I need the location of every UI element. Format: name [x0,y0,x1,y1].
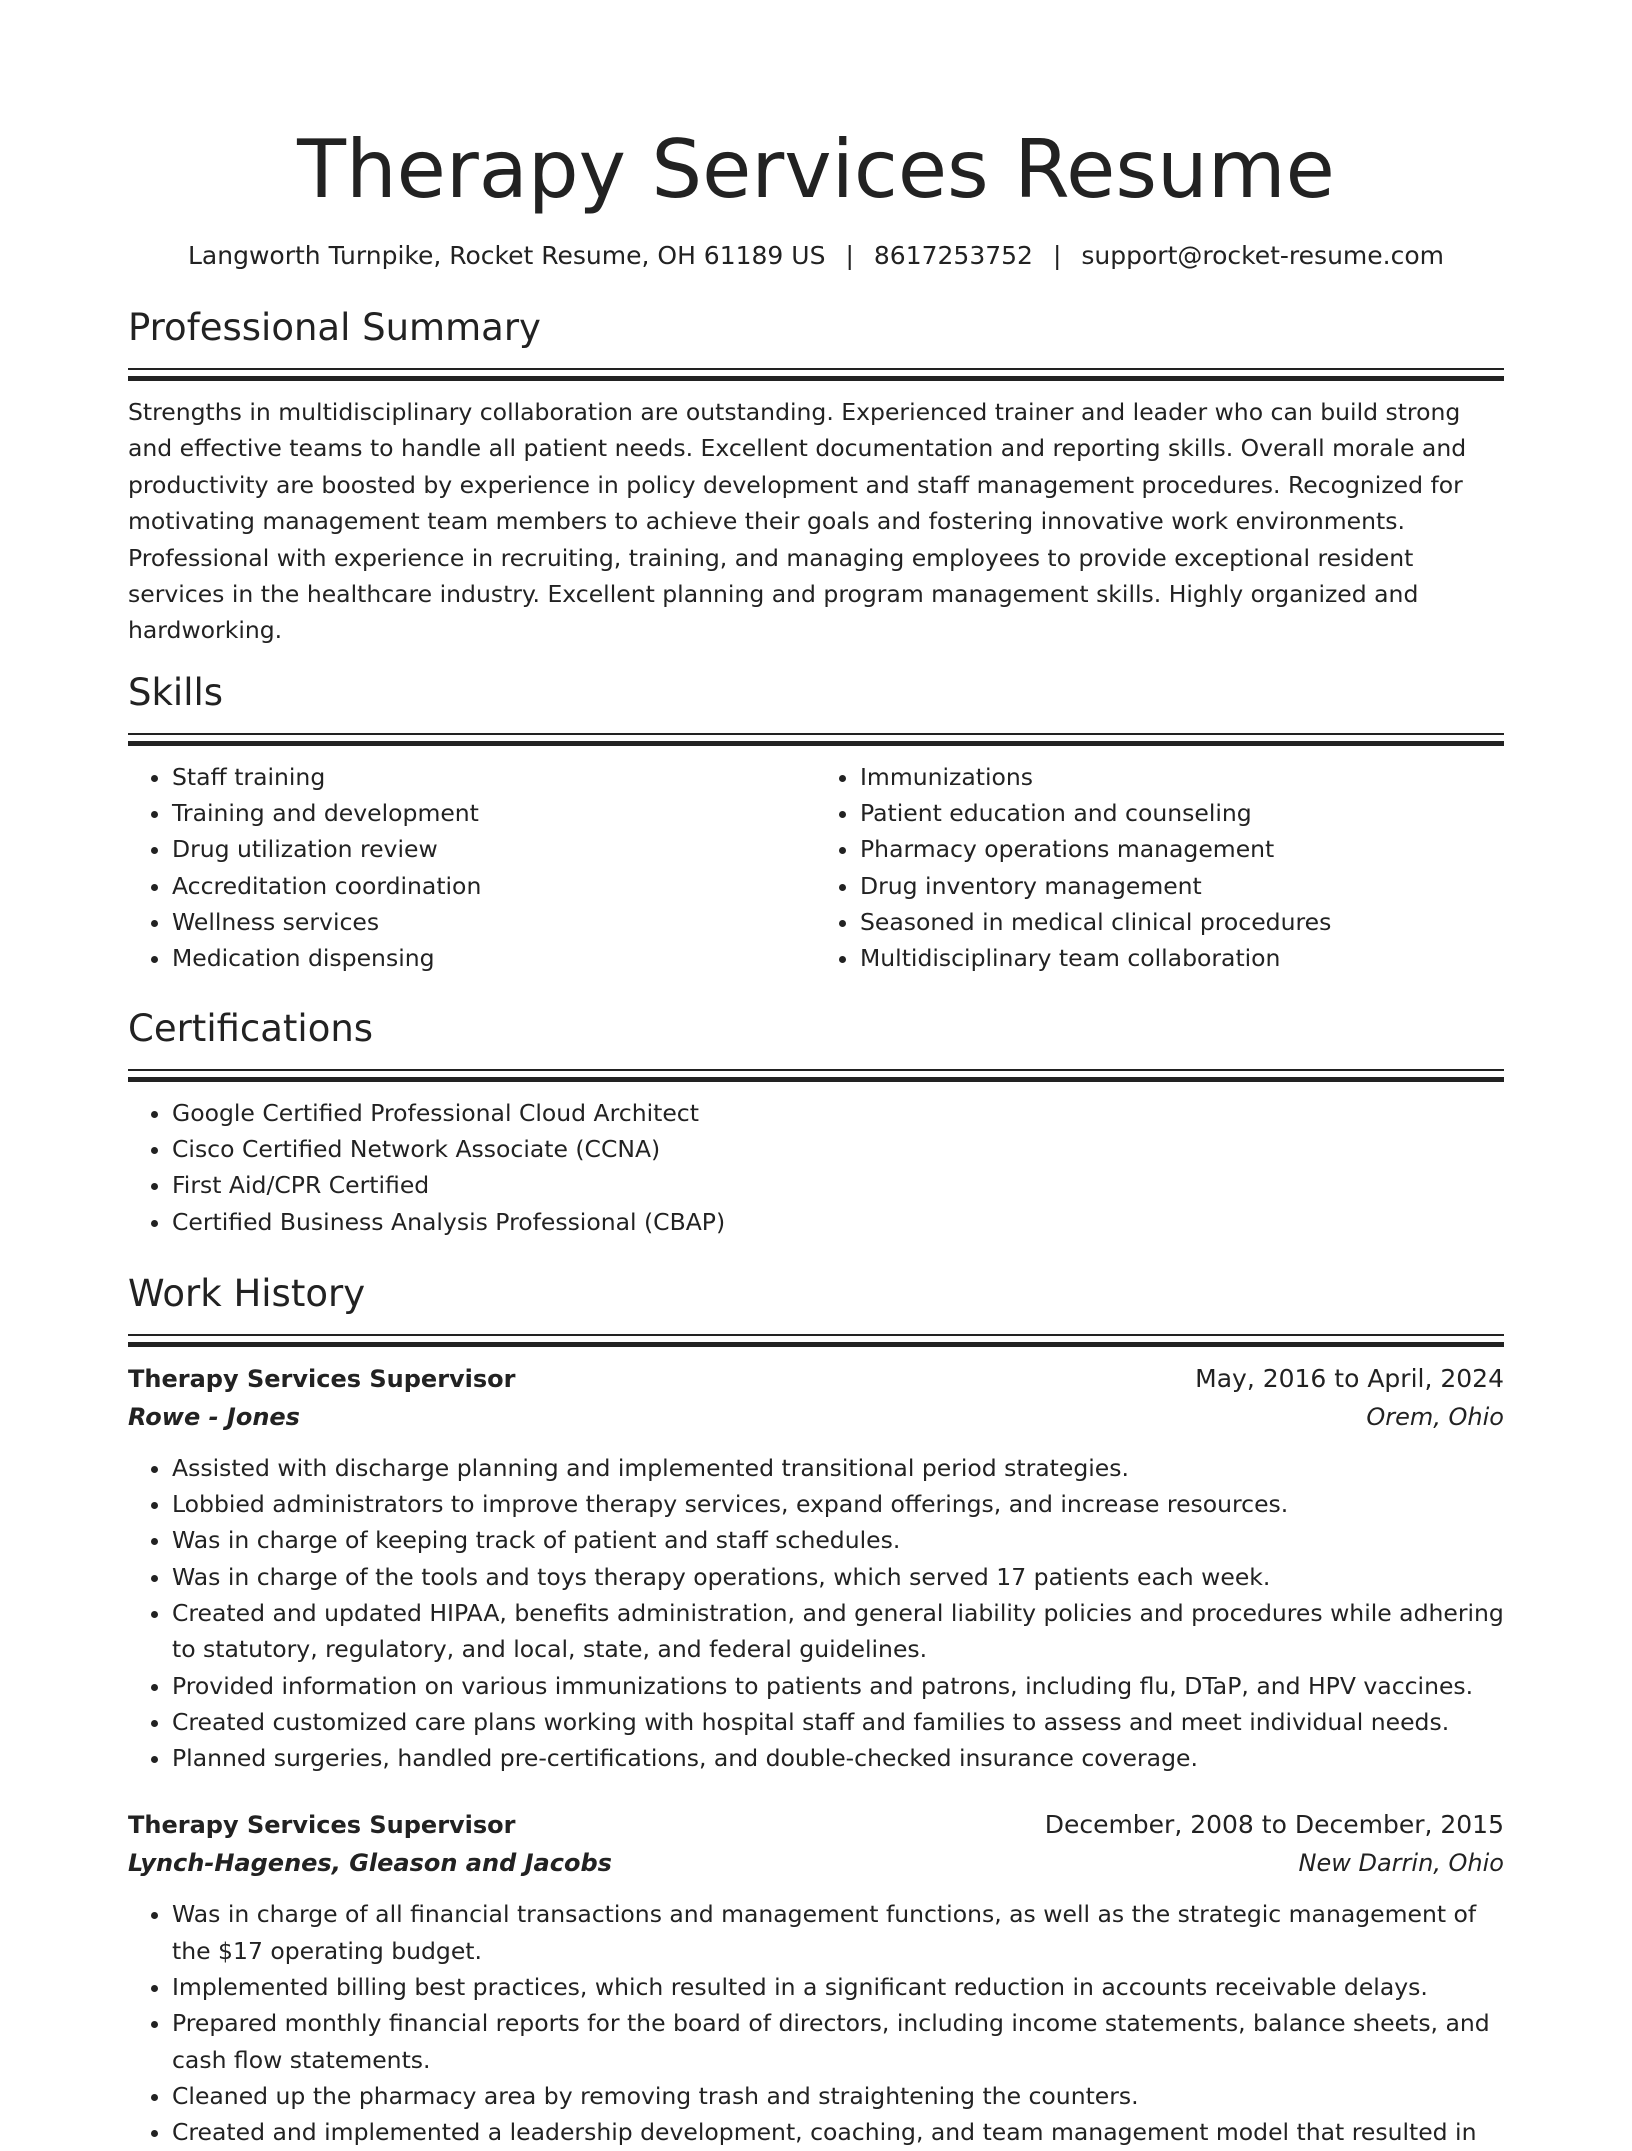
certification-item: • Cisco Certified Network Associate (CCNA) [172,1131,1504,1167]
contact-separator: | [1052,241,1062,270]
job-location: New Darrin, Ohio [1298,1849,1504,1878]
job-bullet: • Was in charge of all financial transactions and management functions, as well as the strategic management of the $17 operating budget. [172,1896,1504,1969]
job-entry [128,1806,1504,2150]
job-bullets [128,1896,1504,2150]
skill-item: • Immunizations [860,759,1504,795]
section-divider [128,733,1504,749]
job-bullet: • Created and updated HIPAA, benefits administration, and general liability policies and procedures while adhering to statutory, regulatory, and local, state, and federal guidelines. [172,1595,1504,1668]
job-bullet: • Created and implemented a leadership development, coaching, and team management model that resulted in [172,2114,1504,2150]
work-history-heading: Work History [128,1271,366,1315]
job-bullets [128,1450,1504,1777]
section-divider [128,1334,1504,1350]
skill-item: • Accreditation coordination [172,868,816,904]
skills-list-right [816,759,1504,977]
certifications-heading: Certifications [128,1006,374,1050]
job-bullet: • Cleaned up the pharmacy area by removing trash and straightening the counters. [172,2078,1504,2114]
job-bullet: • Was in charge of the tools and toys therapy operations, which served 17 patients each week. [172,1559,1504,1595]
skill-item: • Drug utilization review [172,831,816,867]
skill-item: • Seasoned in medical clinical procedures [860,904,1504,940]
skill-item: • Staff training [172,759,816,795]
job-bullet: • Planned surgeries, handled pre-certifications, and double-checked insurance coverage. [172,1740,1504,1776]
skill-item: • Patient education and counseling [860,795,1504,831]
summary-text: Strengths in multidisciplinary collaboration are outstanding. Experienced trainer and leader who can build strong and effective teams to handle all patient needs. Excellent documentation and reporting skills. Overall morale and productivity are boosted by experience in policy development and staff management procedures. Recognized for motivating management team members to achieve their goals and fostering innovative work environments. Professional with experience in recruiting, training, and managing employees to provide exceptional resident services in the healthcare industry. Excellent planning and program management skills. Highly organized and hardworking. [128,398,1467,645]
work-history-section [128,1270,1504,2151]
job-bullet: • Created customized care plans working with hospital staff and families to assess and meet individual needs. [172,1704,1504,1740]
job-header [128,1360,1504,1398]
contact-line [128,238,1504,274]
contact-address: Langworth Turnpike, Rocket Resume, OH 61189 US [188,241,826,270]
skill-item: • Training and development [172,795,816,831]
section-divider [128,368,1504,384]
job-subheader [128,1398,1504,1436]
certification-item: • Certified Business Analysis Professional (CBAP) [172,1204,1504,1240]
job-title: Therapy Services Supervisor [128,1811,516,1840]
resume-page [128,0,1504,2151]
skills-heading: Skills [128,670,224,714]
job-dates: May, 2016 to April, 2024 [1195,1363,1504,1393]
skill-item: • Drug inventory management [860,868,1504,904]
job-bullet: • Lobbied administrators to improve therapy services, expand offerings, and increase resources. [172,1486,1504,1522]
certification-item: • First Aid/CPR Certified [172,1167,1504,1203]
skill-item: • Wellness services [172,904,816,940]
job-bullet: • Implemented billing best practices, which resulted in a significant reduction in accounts receivable delays. [172,1969,1504,2005]
contact-separator: | [845,241,854,270]
section-divider [128,1069,1504,1085]
skills-columns [128,759,1504,977]
job-location: Orem, Ohio [1366,1402,1504,1431]
skill-item: • Multidisciplinary team collaboration [860,940,1504,976]
job-header [128,1806,1504,1844]
job-subheader [128,1844,1504,1882]
skills-section [128,669,1504,977]
certifications-list [128,1095,1504,1240]
contact-email: support@rocket-resume.com [1081,241,1444,270]
skill-item: • Medication dispensing [172,940,816,976]
job-company: Lynch-Hagenes, Gleason and Jacobs [128,1849,612,1878]
skills-list-left [128,759,816,977]
resume-title: Therapy Services Resume [297,123,1335,216]
summary-heading: Professional Summary [128,306,541,349]
job-title: Therapy Services Supervisor [128,1364,516,1393]
job-bullet: • Prepared monthly financial reports for the board of directors, including income statements, balance sheets, and cash flow statements. [172,2005,1504,2078]
contact-phone: 8617253752 [873,241,1033,270]
job-entry [128,1360,1504,1777]
job-bullet: • Provided information on various immunizations to patients and patrons, including flu, DTaP, and HPV vaccines. [172,1668,1504,1704]
job-bullet: • Was in charge of keeping track of patient and staff schedules. [172,1522,1504,1558]
job-dates: December, 2008 to December, 2015 [1044,1810,1504,1840]
skill-item: • Pharmacy operations management [860,831,1504,867]
certification-item: • Google Certified Professional Cloud Architect [172,1095,1504,1131]
certifications-section [128,1005,1504,1240]
summary-section [128,304,1504,649]
job-company: Rowe - Jones [128,1402,300,1431]
job-bullet: • Assisted with discharge planning and implemented transitional period strategies. [172,1450,1504,1486]
